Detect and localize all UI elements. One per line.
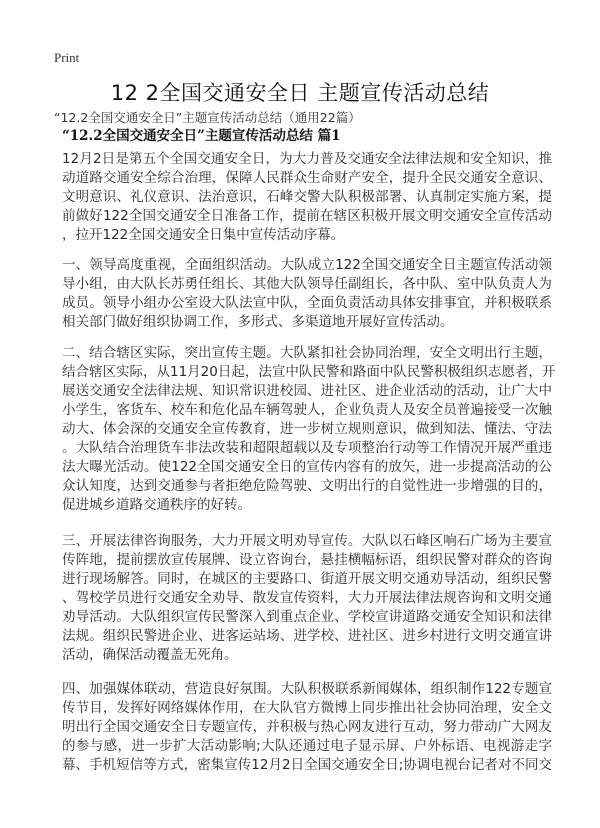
paragraph-line: 展送交通安全法律法规、知识常识进校园、进社区、进企业活动的活动，让广大中: [62, 383, 552, 399]
paragraph-line: ，拉开122全国交通安全日集中宣传活动序幕。: [62, 227, 345, 243]
paragraph-line: 传节目，发挥好网络媒体作用，在大队官方微博上同步推出社会协同治理，安全文: [62, 700, 552, 716]
paragraph-line: 结合辖区实际，从11月20日起，法宣中队民警和路面中队民警积极组织志愿者，开: [62, 364, 556, 380]
paragraph-three: [62, 532, 552, 665]
paragraph-line: 法大曝光活动。使122全国交通安全日的宣传内容有的放矢，进一步提高活动的公: [62, 459, 552, 475]
paragraph-line: 动大、体会深的交通安全宣传教育，进一步树立规则意识，做到知法、懂法、守法: [62, 421, 552, 437]
paragraph-line: 法规。组织民警进企业、进客运站场、进学校、进社区、进乡村进行文明交通宣讲: [62, 628, 552, 644]
document-title: 12 2全国交通安全日 主题宣传活动总结: [110, 81, 490, 105]
paragraph-one: [62, 256, 552, 332]
paragraph-line: 的参与感，进一步扩大活动影响;大队还通过电子显示屏、户外标语、电视游走字: [62, 738, 552, 754]
paragraph-line: 促进城乡道路交通秩序的好转。: [62, 497, 251, 513]
paragraph-line: 文明意识、礼仪意识、法治意识，石峰交警大队积极部署、认真制定实施方案，提: [62, 189, 552, 205]
paragraph-line: 明出行全国交通安全日专题宣传，并积极与热心网友进行互动，努力带动广大网友: [62, 719, 552, 735]
paragraph-line: 成员。领导小组办公室设大队法宣中队，全面负责活动具体安排事宜，并积极联系: [62, 295, 552, 311]
paragraph-line: 四、加强媒体联动，营造良好氛围。大队积极联系新闻媒体，组织制作122专题宣: [62, 681, 552, 697]
paragraph-four: [62, 680, 552, 775]
paragraph-line: 传阵地，提前摆放宣传展牌、设立咨询台，悬挂横幅标语，组织民警对群众的咨询: [62, 552, 552, 568]
paragraph-line: 众认知度，达到交通参与者拒绝危险驾驶、文明出行的自觉性进一步增强的目的，: [62, 478, 552, 494]
paragraph-line: 前做好122全国交通安全日准备工作，提前在辖区积极开展文明交通安全宣传活动: [62, 208, 552, 224]
paragraph-line: 一、领导高度重视，全面组织活动。大队成立122全国交通安全日主题宣传活动领: [62, 257, 552, 273]
paragraph-intro: [62, 150, 552, 245]
paragraph-line: 。大队结合治理货车非法改装和超限超载以及专项整治行动等工作情况开展严重违: [62, 440, 552, 456]
paragraph-line: 动道路交通安全综合治理，保障人民群众生命财产安全，提升全民交通安全意识、: [62, 170, 552, 186]
paragraph-line: 活动，确保活动覆盖无死角。: [62, 647, 238, 663]
paragraph-line: 小学生，客货车、校车和危化品车辆驾驶人，企业负责人及安全员普遍接受一次触: [62, 402, 552, 418]
paragraph-line: 三、开展法律咨询服务，大力开展文明劝导宣传。大队以石峰区响石广场为主要宣: [62, 533, 552, 549]
section-heading: “12.2全国交通安全日”主题宣传活动总结 篇1: [62, 128, 341, 144]
paragraph-line: 导小组，由大队长苏勇任组长、其他大队领导任副组长，各中队、室中队负责人为: [62, 276, 552, 292]
paragraph-line: 、驾校学员进行交通安全劝导、散发宣传资料，大力开展法律法规咨询和文明交通: [62, 590, 552, 606]
paragraph-line: 12月2日是第五个全国交通安全日，为大力普及交通安全法律法规和安全知识，推: [62, 151, 552, 167]
paragraph-two: [62, 344, 556, 515]
paragraph-line: 劝导活动。大队组织宣传民警深入到重点企业、学校宣讲道路交通安全知识和法律: [62, 609, 552, 625]
paragraph-line: 进行现场解答。同时，在城区的主要路口、街道开展文明交通劝导活动，组织民警: [62, 571, 552, 587]
paragraph-line: 相关部门做好组织协调工作，多形式、多渠道地开展好宣传活动。: [62, 314, 454, 330]
paragraph-line: 二、结合辖区实际，突出宣传主题。大队紧扣社会协同治理，安全文明出行主题，: [62, 345, 552, 361]
print-label: Print: [54, 50, 80, 65]
document-subtitle: “12.2全国交通安全日”主题宣传活动总结（通用22篇）: [54, 110, 361, 125]
paragraph-line: 幕、手机短信等方式，密集宣传12月2日全国交通安全日;协调电视台记者对不同交: [62, 757, 552, 773]
